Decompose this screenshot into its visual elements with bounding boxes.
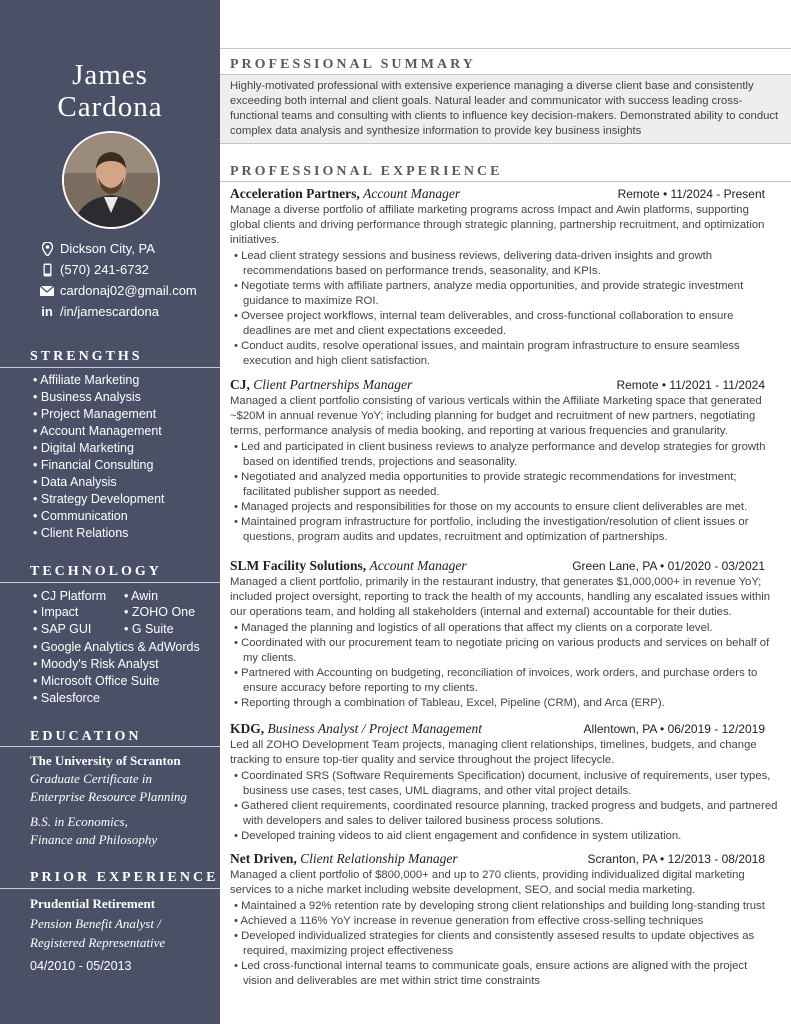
contact-phone [40, 262, 149, 277]
technology-item: • Microsoft Office Suite [33, 673, 200, 690]
envelope-icon [40, 286, 54, 296]
prior-heading: PRIOR EXPERIENCE [30, 870, 219, 885]
experience-heading: PROFESSIONAL EXPERIENCE [230, 164, 503, 179]
strength-item: • Financial Consulting [33, 457, 165, 474]
linkedin-icon: in [41, 304, 53, 319]
job-summary: Managed a client portfolio, primarily in the restaurant industry, that generates $1,000,000+ in revenue YoY; included project oversight, reporting to track the health of my accounts, handling any escalated issues within our operations team, and holding all stakeholders (internal and external) accountable for their duties. [230, 576, 771, 618]
job-location-dates: Scranton, PA • 12/2013 - 08/2018 [587, 852, 765, 866]
job-bullet: • Managed projects and responsibilities for those on my accounts to ensure client deliverables are met. [234, 500, 779, 515]
job-bullets [234, 440, 779, 545]
job-bullet: • Negotiate terms with affiliate partners, analyze media opportunities, and provide strategic investment guidance to maximize ROI. [234, 279, 779, 309]
technology-item: • SAP GUI [33, 622, 91, 636]
technology-item: • Moody's Risk Analyst [33, 656, 200, 673]
job-company: KDG, [230, 721, 265, 736]
job-summary: Manage a diverse portfolio of affiliate marketing programs across Impact and Awin platforms, supporting global clients and driving performance through strategic planning, partnership recruitment, and optimization initiatives. [230, 204, 765, 246]
job-bullet: • Conduct audits, resolve operational issues, and maintain program infrastructure to ensure seamless execution and high client satisfaction. [234, 339, 779, 369]
education-degree-line1: B.S. in Economics, [30, 814, 128, 829]
summary-text: Highly-motivated professional with extensive experience managing a diverse client base and consistently exceeding both internal and client goals. Natural leader and communicator with success leading cross-functional teams and consulting with clients to influence key decision-makers. Demonstrated ability to conduct complex data analysis and synthesize information to provide key business insights [230, 80, 779, 137]
strength-item: • Business Analysis [33, 389, 165, 406]
job-title: Account Manager [363, 186, 461, 201]
job-company: Net Driven, [230, 851, 297, 866]
sidebar [0, 0, 220, 1024]
job-bullets [234, 249, 779, 369]
contact-email[interactable] [40, 283, 197, 298]
job-location-dates: Green Lane, PA • 01/2020 - 03/2021 [572, 559, 765, 573]
job-bullet: • Managed the planning and logistics of all operations that affect my clients on a corporate level. [234, 621, 779, 636]
job-title: Client Partnerships Manager [253, 377, 413, 392]
strength-item: • Affiliate Marketing [33, 372, 165, 389]
contact-location [40, 241, 155, 256]
technology-item: • Google Analytics & AdWords [33, 639, 200, 656]
experience-rule [220, 181, 791, 182]
job-company: SLM Facility Solutions, [230, 558, 367, 573]
job-bullet: • Oversee project workflows, internal team deliverables, and cross-functional collaboration to ensure deadlines are met and client expectations exceeded. [234, 309, 779, 339]
job-bullet: • Coordinated SRS (Software Requirements Specification) document, inclusive of requirements, user types, business use cases, test cases, UML diagrams, and other vital project details. [234, 769, 779, 799]
job-bullet: • Led cross-functional internal teams to communicate goals, ensure actions are aligned with the project vision and deliverables are met within strict time constraints [234, 959, 779, 989]
main-content [220, 0, 791, 1024]
job-bullet: • Developed training videos to aid client engagement and confidence in system utilization. [234, 829, 779, 844]
job-bullet: • Lead client strategy sessions and business reviews, delivering data-driven insights and growth recommendations based on performance trends, seasonality, and KPIs. [234, 249, 779, 279]
job-title: Client Relationship Manager [300, 851, 458, 866]
job-bullet: • Maintained a 92% retention rate by developing strong client relationships and building long-standing trust [234, 899, 779, 914]
job-location-dates: Remote • 11/2021 - 11/2024 [616, 378, 765, 392]
job-bullet: • Negotiated and analyzed media opportunities to provide strategic recommendations for investment; facilitated publisher support as needed. [234, 470, 779, 500]
job-location-dates: Allentown, PA • 06/2019 - 12/2019 [583, 722, 765, 736]
linkedin-text[interactable]: /in/jamescardona [60, 304, 159, 319]
job-bullet: • Developed individualized strategies for clients and consistently assesed results to update objectives as required, maximizing project effectiveness [234, 929, 779, 959]
technology-item: • ZOHO One [124, 605, 195, 619]
job-company: Acceleration Partners, [230, 186, 360, 201]
phone-icon [40, 263, 54, 277]
technology-item: • Salesforce [33, 690, 200, 707]
strengths-list [33, 372, 165, 542]
profile-photo [62, 131, 160, 229]
job-bullet: • Achieved a 116% YoY increase in revenue generation from effective cross-selling techniques [234, 914, 779, 929]
strength-item: • Strategy Development [33, 491, 165, 508]
job-title: Account Manager [369, 558, 467, 573]
summary-top-rule [220, 48, 791, 49]
technology-heading: TECHNOLOGY [30, 564, 162, 579]
contact-linkedin[interactable] [40, 304, 159, 319]
job-summary: Managed a client portfolio consisting of various verticals within the Affiliate Marketing space that generated ~$20M in annual revenue YoY; including planning for budget and recruitment of new partners, negotiating terms, performance analysis of media booking, and reporting at various frequencies and granularity. [230, 395, 762, 437]
phone-text: (570) 241-6732 [60, 262, 149, 277]
prior-role-line1: Pension Benefit Analyst / [30, 916, 161, 931]
strength-item: • Communication [33, 508, 165, 525]
location-pin-icon [40, 242, 54, 256]
strength-item: • Data Analysis [33, 474, 165, 491]
location-text: Dickson City, PA [60, 241, 155, 256]
prior-company: Prudential Retirement [30, 896, 156, 911]
job-bullet: • Coordinated with our procurement team to negotiate pricing on various products and services on behalf of my clients. [234, 636, 779, 666]
education-cert-line1: Graduate Certificate in [30, 771, 153, 786]
job-bullet: • Partnered with Accounting on budgeting, reconciliation of invoices, work orders, and purchase orders to ensure accuracy before reporting to my clients. [234, 666, 779, 696]
strength-item: • Project Management [33, 406, 165, 423]
technology-list [33, 639, 200, 707]
job-title: Business Analyst / Project Management [267, 721, 482, 736]
technology-item: • G Suite [124, 622, 174, 636]
strengths-heading: STRENGTHS [30, 349, 143, 364]
education-degree-line2: Finance and Philosophy [30, 832, 158, 847]
technology-item: • Awin [124, 589, 158, 603]
job-bullet: • Gathered client requirements, coordinated resource planning, tracked progress and budgets, and partnered with developers and sales to deliver tailored business process solutions. [234, 799, 779, 829]
strength-item: • Digital Marketing [33, 440, 165, 457]
technology-item: • CJ Platform [33, 589, 106, 603]
education-cert-line2: Enterprise Resource Planning [30, 789, 187, 804]
technology-item: • Impact [33, 605, 78, 619]
job-bullet: • Maintained program infrastructure for portfolio, including the investigation/resolution of client issues or questions, program audits and updates, recruitment and optimization of partnerships. [234, 515, 779, 545]
prior-divider [0, 888, 220, 889]
email-text[interactable]: cardonaj02@gmail.com [60, 283, 197, 298]
job-summary: Led all ZOHO Development Team projects, managing client relationships, timelines, budgets, and change tracking to ensure top-tier quality and service throughout the project lifecycle. [230, 739, 757, 766]
job-bullet: • Reporting through a combination of Tableau, Excel, Pipeline (CRM), and Arca (ERP). [234, 696, 779, 711]
job-bullet: • Led and participated in client business reviews to analyze performance and develop strategies for growth based on identified trends, projections and seasonality. [234, 440, 779, 470]
education-heading: EDUCATION [30, 729, 142, 744]
strength-item: • Client Relations [33, 525, 165, 542]
job-bullets [234, 769, 779, 844]
education-school: The University of Scranton [30, 753, 181, 768]
job-company: CJ, [230, 377, 250, 392]
technology-divider [0, 582, 220, 583]
summary-heading: PROFESSIONAL SUMMARY [230, 57, 476, 72]
strength-item: • Account Management [33, 423, 165, 440]
prior-role-line2: Registered Representative [30, 935, 166, 950]
job-location-dates: Remote • 11/2024 - Present [617, 187, 765, 201]
name-last: Cardona [57, 91, 163, 123]
name-first: James [72, 59, 148, 91]
strengths-divider [0, 367, 220, 368]
education-divider [0, 746, 220, 747]
job-summary: Managed a client portfolio of $800,000+ and up to 270 clients, providing individualized digital marketing services to a niche market including website development, SEO, and social media marketing. [230, 869, 745, 896]
job-bullets [234, 899, 779, 989]
prior-dates: 04/2010 - 05/2013 [30, 959, 132, 973]
job-bullets [234, 621, 779, 711]
